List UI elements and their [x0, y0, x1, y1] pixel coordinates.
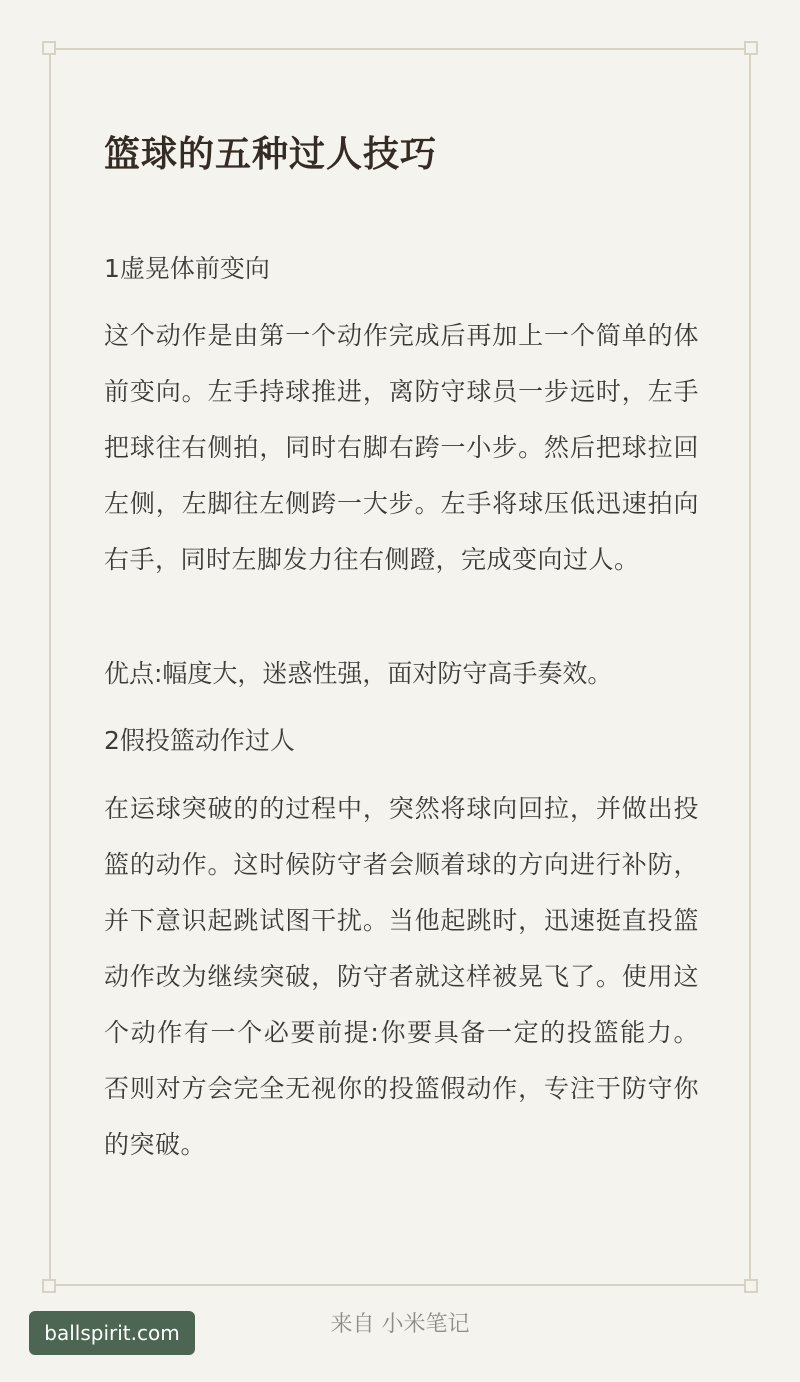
- note-source-footer: 来自 小米笔记: [330, 1312, 470, 1337]
- section-heading: 1虚晃体前变向: [104, 254, 270, 283]
- border-corner-ornament: [42, 1279, 56, 1293]
- border-corner-ornament: [744, 1279, 758, 1293]
- section-advantage: 优点:幅度大，迷惑性强，面对防守高手奏效。: [104, 659, 613, 688]
- border-corner-ornament: [42, 41, 56, 55]
- section-heading: 2假投篮动作过人: [104, 726, 295, 755]
- border-corner-ornament: [744, 41, 758, 55]
- note-title: 篮球的五种过人技巧: [104, 134, 438, 175]
- section-body: 在运球突破的的过程中，突然将球向回拉，并做出投篮的动作。这时候防守者会顺着球的方向进行补防，并下意识起跳试图干扰。当他起跳时，迅速挺直投篮动作改为继续突破，防守者就这样被晃飞了。使用这个动作有一个必要前提:你要具备一定的投篮能力。否则对方会完全无视你的投篮假动作，专注于防守你的突破。: [104, 794, 699, 1159]
- section-body: 这个动作是由第一个动作完成后再加上一个简单的体前变向。左手持球推进，离防守球员一步远时，左手把球往右侧拍，同时右脚右跨一小步。然后把球拉回左侧，左脚往左侧跨一大步。左手将球压低迅速拍向右手，同时左脚发力往右侧蹬，完成变向过人。: [104, 321, 699, 574]
- watermark-badge: ballspirit.com: [29, 1311, 195, 1355]
